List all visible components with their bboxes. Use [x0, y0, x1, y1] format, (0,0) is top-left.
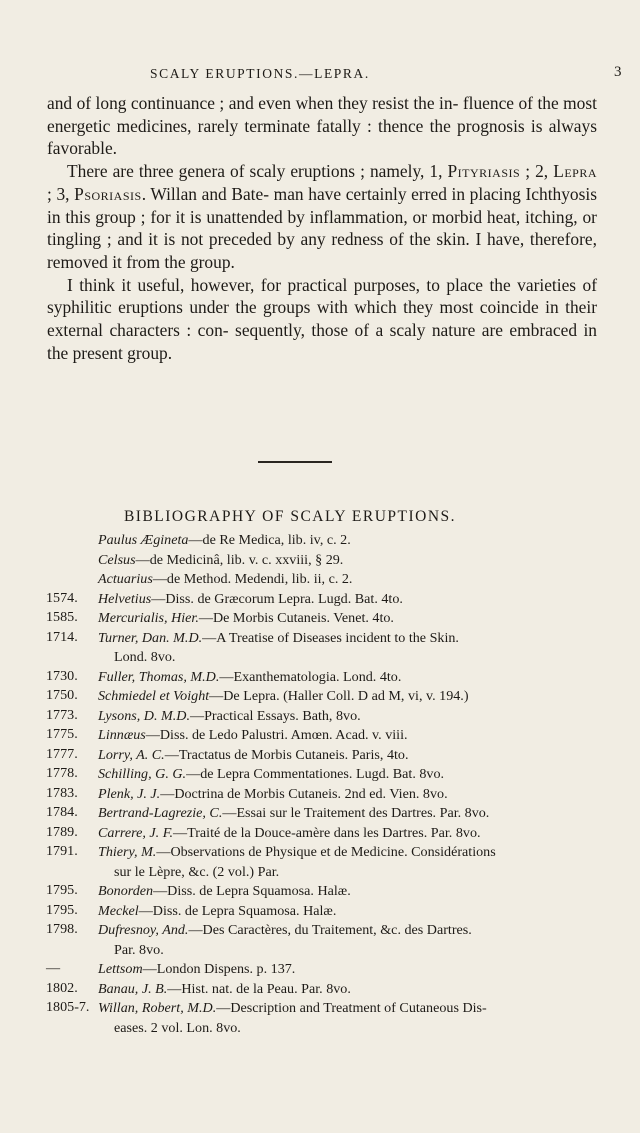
bibliography-entry — [46, 570, 636, 590]
entry-year: 1775. — [46, 726, 78, 742]
entry-citation: —Exanthematologia. Lond. 4to. — [219, 668, 402, 685]
bibliography-entry — [46, 531, 636, 551]
entry-year: — — [46, 960, 61, 976]
entry-citation: —A Treatise of Diseases incident to the Skin. — [202, 629, 459, 646]
entry-line — [98, 551, 636, 571]
entry-year: 1798. — [46, 921, 78, 937]
entry-line — [98, 1019, 636, 1039]
section-divider — [258, 461, 332, 463]
entry-line — [98, 648, 636, 668]
bibliography-entry — [46, 629, 636, 668]
entry-year — [46, 551, 98, 571]
genus-psoriasis: Psoriasis — [74, 183, 142, 204]
entry-year: 1784. — [46, 804, 78, 820]
entry-line — [98, 999, 636, 1019]
entry-author: Plenk, J. J. — [98, 785, 161, 802]
entry-text — [98, 726, 636, 746]
paragraph-2: There are three genera of scaly eruptions ; namely, 1, Pityriasis ; 2, Lepra ; 3, Psoriasis. Willan and Bate- man have certainly erred in placing Ichthyosis in this group ; for it is unattended by inflammation, or morbid heat, itching, or tingling ; and it is not preceded by any redness of the skin. I have, therefore, removed it from the group. — [47, 161, 597, 272]
entry-year: 1802. — [46, 979, 78, 996]
entry-author: Bertrand-Lagrezie, C. — [98, 805, 223, 821]
bibliography-list — [46, 531, 636, 1038]
running-head: SCALY ERUPTIONS.—LEPRA. — [150, 66, 370, 81]
entry-citation: Par. 8vo. — [114, 941, 164, 958]
entry-line — [98, 668, 636, 688]
entry-text — [98, 882, 636, 902]
entry-citation: —Tractatus de Morbis Cutaneis. Paris, 4to. — [164, 746, 409, 763]
bibliography-entry — [46, 921, 636, 960]
entry-citation: —Diss. de Ledo Palustri. Amœn. Acad. v. viii. — [145, 727, 408, 743]
entry-year: 1778. — [46, 765, 78, 781]
bibliography-entry — [46, 590, 636, 610]
entry-citation: —Practical Essays. Bath, 8vo. — [189, 707, 361, 724]
bibliography-entry — [46, 668, 636, 688]
entry-year — [46, 531, 98, 551]
entry-citation: —Hist. nat. de la Peau. Par. 8vo. — [167, 980, 351, 997]
entry-year: 1714. — [46, 628, 78, 645]
entry-line — [98, 531, 636, 551]
entry-line — [98, 570, 636, 590]
entry-line — [98, 824, 636, 844]
entry-citation: —de Re Medica, lib. iv, c. 2. — [188, 532, 351, 548]
entry-author: Turner, Dan. M.D. — [98, 629, 203, 646]
entry-line — [98, 629, 636, 649]
entry-citation: —de Method. Medendi, lib. ii, c. 2. — [152, 571, 353, 587]
entry-text — [98, 687, 636, 707]
entry-year: 1789. — [46, 823, 78, 840]
entry-year — [46, 570, 98, 590]
entry-author: Willan, Robert, M.D. — [98, 1000, 217, 1016]
bibliography-entry — [46, 980, 636, 1000]
bibliography-entry — [46, 999, 636, 1038]
entry-citation: —Observations de Physique et de Medicine. Considérations — [156, 844, 496, 860]
page-number: 3 — [614, 64, 622, 80]
entry-year: 1795. — [46, 882, 78, 898]
entry-year: 1574. — [46, 589, 78, 606]
entry-text — [98, 902, 636, 922]
entry-line — [98, 609, 636, 629]
entry-text — [98, 960, 636, 980]
entry-citation: —Des Caractères, du Traitement, &c. des Dartres. — [188, 922, 472, 938]
entry-line — [98, 882, 636, 902]
entry-author: Lysons, D. M.D. — [98, 707, 190, 724]
entry-text — [98, 746, 636, 766]
entry-citation: —Description and Treatment of Cutaneous Dis- — [216, 1000, 487, 1016]
entry-year: 1750. — [46, 687, 78, 703]
entry-line — [98, 590, 636, 610]
bibliography-entry — [46, 746, 636, 766]
entry-author: Actuarius — [98, 571, 153, 587]
entry-author: Mercurialis, Hier. — [98, 610, 199, 626]
entry-text — [98, 570, 636, 590]
entry-citation: —de Medicinâ, lib. v. c. xxviii, § 29. — [135, 551, 344, 568]
entry-text — [98, 785, 636, 805]
entry-year: 1730. — [46, 667, 78, 684]
entry-line — [98, 843, 636, 863]
entry-text — [98, 980, 636, 1000]
bibliography-entry — [46, 960, 636, 980]
bibliography-entry — [46, 687, 636, 707]
entry-citation: —Diss. de Græcorum Lepra. Lugd. Bat. 4to. — [151, 590, 403, 607]
entry-line — [98, 707, 636, 727]
entry-author: Linnæus — [98, 727, 146, 743]
entry-line — [98, 921, 636, 941]
entry-year: 1585. — [46, 609, 78, 625]
entry-year: 1773. — [46, 706, 78, 723]
entry-text — [98, 668, 636, 688]
entry-citation: —London Dispens. p. 137. — [142, 961, 296, 977]
entry-line — [98, 726, 636, 746]
entry-text — [98, 707, 636, 727]
bibliography-entry — [46, 707, 636, 727]
entry-line — [98, 863, 636, 883]
entry-citation: —Diss. de Lepra Squamosa. Halæ. — [153, 883, 351, 899]
entry-citation: —Doctrina de Morbis Cutaneis. 2nd ed. Vien. 8vo. — [160, 785, 448, 802]
bibliography-entry — [46, 824, 636, 844]
paragraph-1: and of long continuance ; and even when they resist the in- fluence of the most energetic medicines, rarely terminate fatally : thence the prognosis is always favorable. — [47, 93, 597, 159]
bibliography-entry — [46, 551, 636, 571]
entry-author: Lorry, A. C. — [98, 746, 165, 763]
entry-text — [98, 629, 636, 668]
entry-line — [98, 765, 636, 785]
entry-line — [98, 941, 636, 961]
entry-author: Celsus — [98, 551, 136, 568]
paragraph-3: I think it useful, however, for practical purposes, to place the varieties of syphilitic eruptions under the groups with which they most coincide in their external characters : con- sequently, those of a scaly nature are embraced in the present group. — [47, 274, 597, 363]
bibliography-entry — [46, 609, 636, 629]
entry-text — [98, 765, 636, 785]
entry-citation: —Diss. de Lepra Squamosa. Halæ. — [138, 902, 337, 919]
entry-year: 1783. — [46, 784, 78, 801]
entry-line — [98, 804, 636, 824]
entry-line — [98, 902, 636, 922]
entry-text — [98, 921, 636, 960]
bibliography-entry — [46, 902, 636, 922]
genus-pityriasis: Pityriasis — [447, 161, 521, 182]
bibliography-entry — [46, 843, 636, 882]
entry-line — [98, 960, 636, 980]
entry-author: Meckel — [98, 902, 139, 919]
entry-text — [98, 609, 636, 629]
bibliography-entry — [46, 726, 636, 746]
entry-author: Fuller, Thomas, M.D. — [98, 668, 220, 685]
entry-author: Helvetius — [98, 590, 152, 607]
entry-author: Dufresnoy, And. — [98, 922, 189, 938]
entry-citation: —De Lepra. (Haller Coll. D ad M, vi, v. 194.) — [209, 688, 469, 704]
entry-author: Paulus Ægineta — [98, 532, 189, 548]
body-text — [47, 92, 597, 364]
entry-author: Carrere, J. F. — [98, 824, 174, 841]
entry-author: Schilling, G. G. — [98, 766, 187, 782]
entry-citation: —Traité de la Douce-amère dans les Dartres. Par. 8vo. — [173, 824, 481, 841]
entry-citation: sur le Lèpre, &c. (2 vol.) Par. — [114, 863, 280, 880]
bibliography-entry — [46, 804, 636, 824]
bibliography-entry — [46, 765, 636, 785]
entry-text — [98, 804, 636, 824]
entry-text — [98, 551, 636, 571]
entry-year: 1791. — [46, 843, 78, 859]
bibliography-entry — [46, 785, 636, 805]
entry-author: Thiery, M. — [98, 844, 157, 860]
entry-citation: —de Lepra Commentationes. Lugd. Bat. 8vo. — [186, 766, 445, 782]
entry-year: 1777. — [46, 745, 78, 762]
entry-author: Bonorden — [98, 883, 154, 899]
bibliography-entry — [46, 882, 636, 902]
entry-text — [98, 824, 636, 844]
entry-citation: —De Morbis Cutaneis. Venet. 4to. — [198, 610, 394, 626]
entry-line — [98, 746, 636, 766]
entry-year: 1805-7. — [46, 999, 90, 1015]
entry-citation: Lond. 8vo. — [114, 649, 176, 665]
entry-line — [98, 785, 636, 805]
entry-author: Schmiedel et Voight — [98, 688, 210, 704]
entry-text — [98, 590, 636, 610]
entry-line — [98, 687, 636, 707]
entry-text — [98, 999, 636, 1038]
entry-year: 1795. — [46, 901, 78, 918]
entry-citation: eases. 2 vol. Lon. 8vo. — [114, 1019, 241, 1036]
entry-citation: —Essai sur le Traitement des Dartres. Par. 8vo. — [222, 805, 490, 821]
entry-line — [98, 980, 636, 1000]
bibliography-heading: BIBLIOGRAPHY OF SCALY ERUPTIONS. — [123, 508, 457, 525]
entry-text — [98, 531, 636, 551]
genus-lepra: Lepra — [553, 161, 597, 182]
entry-author: Banau, J. B. — [98, 980, 168, 997]
entry-text — [98, 843, 636, 882]
entry-author: Lettsom — [98, 961, 143, 977]
